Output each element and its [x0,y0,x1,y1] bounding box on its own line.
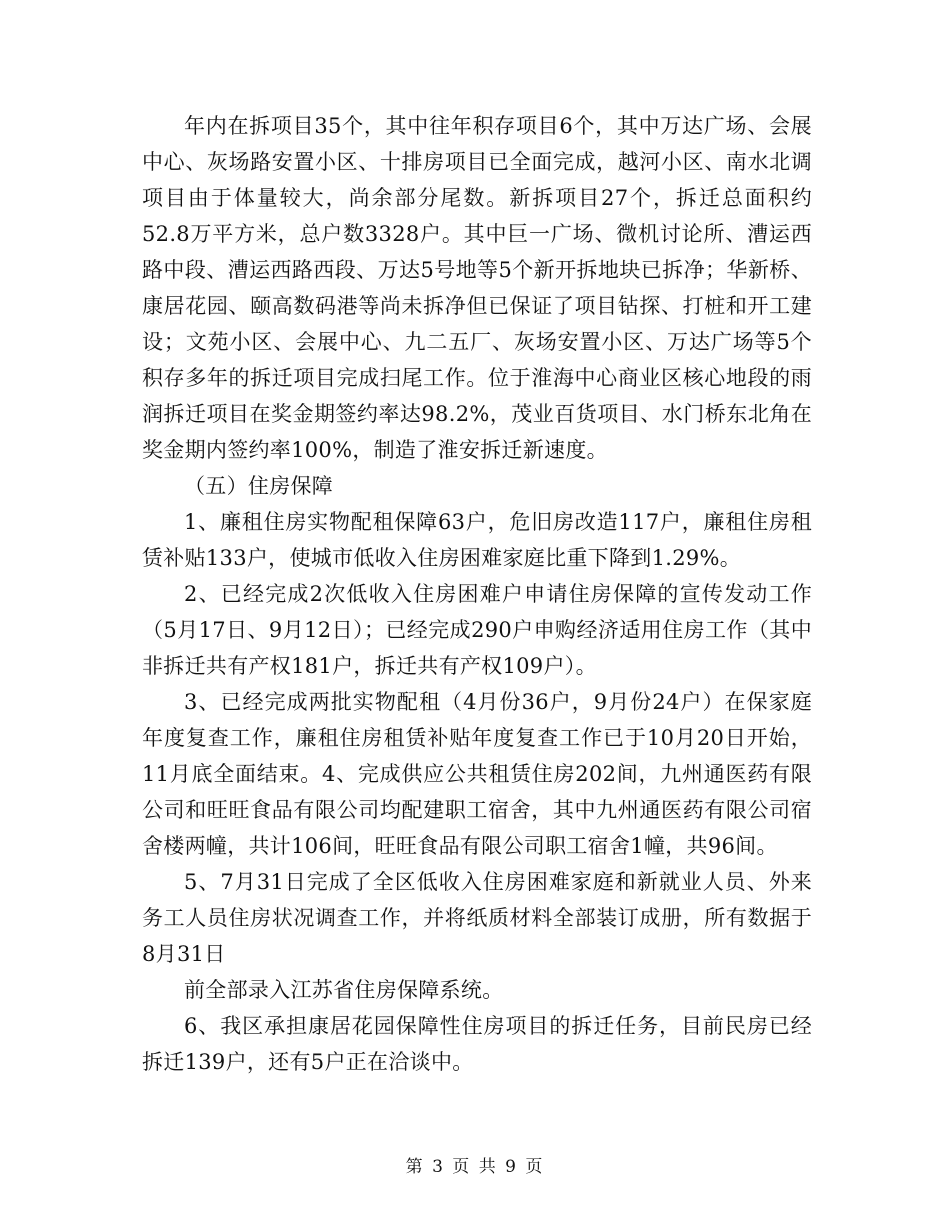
paragraph-item-1: 1、廉租住房实物配租保障63户，危旧房改造117户，廉租住房租赁补贴133户，使城市低收入住房困难家庭比重下降到1.29%。 [142,510,812,570]
paragraph-item-6: 6、我区承担康居花园保障性住房项目的拆迁任务，目前民房已经拆迁139户，还有5户正在洽谈中。 [142,1014,812,1074]
paragraph-demolition-projects: 年内在拆项目35个，其中往年积存项目6个，其中万达广场、会展中心、灰场路安置小区、十排房项目已全面完成，越河小区、南水北调项目由于体量较大，尚余部分尾数。新拆项目27个，拆迁总面积约52.8万平方米，总户数3328户。其中巨一广场、微机讨论所、漕运西路中段、漕运西路西段、万达5号地等5个新开拆地块已拆净；华新桥、康居花园、颐高数码港等尚未拆净但已保证了项目钻探、打桩和开工建设；文苑小区、会展中心、九二五厂、灰场安置小区、万达广场等5个积存多年的拆迁项目完成扫尾工作。位于淮海中心商业区核心地段的雨润拆迁项目在奖金期签约率达98.2%，茂业百货项目、水门桥东北角在奖金期内签约率100%，制造了淮安拆迁新速度。 [142,114,812,462]
paragraph-item-2: 2、已经完成2次低收入住房困难户申请住房保障的宣传发动工作（5月17日、9月12日）；已经完成290户申购经济适用住房工作（其中非拆迁共有产权181户，拆迁共有产权109户）。 [142,582,812,678]
paragraph-item-5: 5、7月31日完成了全区低收入住房困难家庭和新就业人员、外来务工人员住房状况调查工作，并将纸质材料全部装订成册，所有数据于8月31日 [142,870,812,966]
section-heading-housing-security: （五）住房保障 [184,474,334,498]
paragraph-item-5-continued: 前全部录入江苏省住房保障系统。 [184,978,504,1002]
paragraph-item-3-4: 3、已经完成两批实物配租（4月份36户，9月份24户）在保家庭年度复查工作，廉租住房租赁补贴年度复查工作已于10月20日开始，11月底全面结束。4、完成供应公共租赁住房202间，九州通医药有限公司和旺旺食品有限公司均配建职工宿舍，其中九州通医药有限公司宿舍楼两幢，共计106间，旺旺食品有限公司职工宿舍1幢，共96间。 [142,690,812,858]
document-body [142,108,812,1080]
page-number-footer: 第 3 页 共 9 页 [405,1157,545,1177]
